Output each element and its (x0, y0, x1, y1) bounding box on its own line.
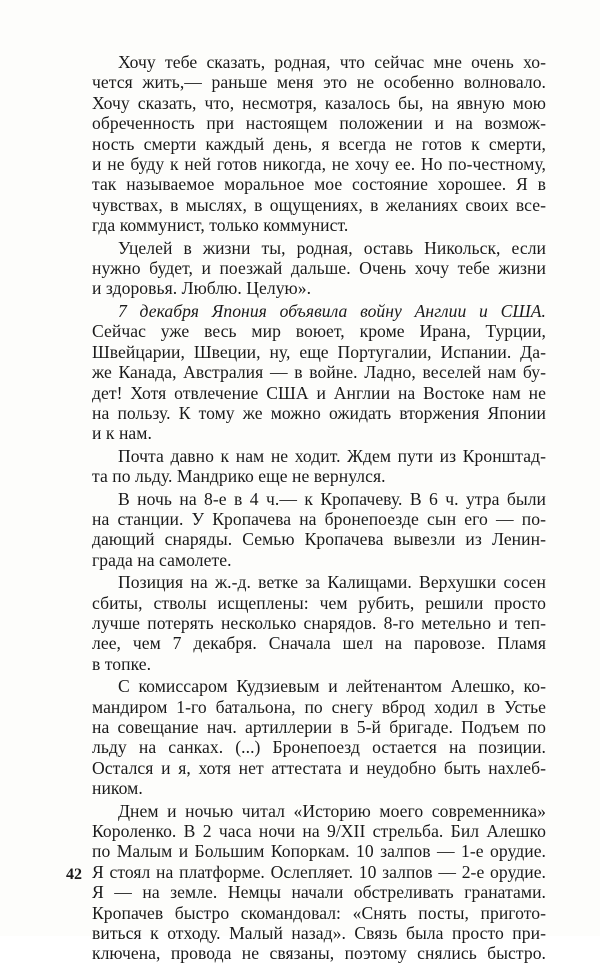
text-line: же Канада, Австралия — в войне. Ладно, веселей нам бу- (92, 362, 546, 383)
text-line: Я стоял на платформе. Ослепляет. 10 залпов — 2-е орудие. (92, 861, 546, 882)
text-line: Хочу сказать, что, несмотря, казалось бы, на явную мою (92, 92, 546, 113)
text-line: на станции. У Кропачева на бронепоезде сын его — по- (92, 508, 546, 529)
text-line: дет! Хотя отвлечение США и Англии на Востоке нам не (92, 382, 546, 403)
text-line: гда коммунист, только коммунист. (92, 215, 349, 236)
text-line: Позиция на ж.-д. ветке за Калищами. Верхушки сосен (118, 572, 546, 593)
paragraph-letter-1 (66, 52, 546, 236)
diary-date-heading: 7 декабря Япония объявила войну Англии и США. (118, 300, 546, 321)
text-line: Сейчас уже весь мир воюет, кроме Ирана, Турции, (92, 321, 546, 342)
text-line: Днем и ночью читал «Историю моего современника» (118, 800, 546, 821)
paragraph-letter-2 (66, 238, 546, 299)
text-line: та по льду. Мандрико еще не вернулся. (92, 466, 386, 487)
paragraph-commissar (66, 676, 546, 798)
text-line: ключена, провода не связаны, поэтому снялись быстро. (92, 943, 546, 964)
text-line: Кропачев быстро скомандовал: «Снять посты, пригото- (92, 902, 546, 923)
text-line: и к нам. (92, 423, 152, 444)
paragraph-night-8 (66, 489, 546, 571)
text-line: в топке. (92, 653, 152, 674)
text-line: чувствах, в мыслях, в ощущениях, в желаниях своих все- (92, 194, 546, 215)
text-line: и здоровья. Люблю. Целую». (92, 278, 312, 299)
text-line: лее, чем 7 декабря. Сначала шел на паровозе. Пламя (92, 633, 546, 654)
text-line: виться к отходу. Малый назад». Связь была просто при- (92, 923, 546, 944)
text-line: и не буду к ней готов никогда, не хочу ее. Но по-честному, (92, 154, 546, 175)
paragraph-reading (66, 801, 546, 964)
body-text (66, 52, 546, 966)
text-line: Короленко. В 2 часа ночи на 9/XII стрельба. Бил Алешко (92, 821, 546, 842)
text-line: нужно будет, и поезжай дальше. Очень хочу тебе жизни (92, 258, 546, 279)
text-line: обреченность при настоящем положении и на возмож- (92, 113, 546, 134)
text-line: чется жить,— раньше меня это не особенно волновало. (92, 72, 546, 93)
text-line: Остался и я, хотя нет аттестата и неудобно быть нахлеб- (92, 757, 546, 778)
text-line: Хочу тебе сказать, родная, что сейчас мне очень хо- (118, 52, 546, 72)
text-line: льду на санках. (...) Бронепоезд остается на позиции. (92, 737, 546, 758)
text-line: по Малым и Большим Копоркам. 10 залпов — 1-е орудие. (92, 841, 546, 862)
text-line: лучше потерять несколько снарядов. 8-го метельно и теп- (92, 612, 546, 633)
text-line: на совещание нач. артиллерии в 5-й бригаде. Подъем по (92, 717, 546, 737)
text-line: на пользу. К тому же можно ожидать вторжения Японии (92, 402, 546, 423)
text-line: ником. (92, 778, 143, 799)
text-line: Швейцарии, Швеции, ну, еще Португалии, Испании. Да- (92, 341, 546, 362)
text-line: Я — на земле. Немцы начали обстреливать гранатами. (92, 882, 546, 903)
paragraph-position (66, 572, 546, 674)
text-line: дающий снаряды. Семью Кропачева вывезли из Ленин- (92, 529, 546, 550)
paragraph-mail (66, 446, 546, 487)
text-line: Уцелей в жизни ты, родная, оставь Никольск, если (118, 237, 546, 258)
text-line: ность смерти каждый день, я всегда не готов к смерти, (92, 133, 546, 154)
paragraph-dec-7 (66, 301, 546, 444)
text-line: сбиты, стволы исщеплены: чем рубить, решили просто (92, 592, 546, 613)
text-line: мандиром 1-го батальона, по снегу вброд ходил в Устье (92, 696, 546, 717)
text-line: Почта давно к нам не ходит. Ждем пути из Кронштад- (118, 445, 546, 466)
page-number: 42 (66, 866, 82, 883)
text-line: В ночь на 8-е в 4 ч.— к Кропачеву. В 6 ч. утра были (118, 488, 546, 509)
text-line: града на самолете. (92, 549, 232, 570)
text-line: С комиссаром Кудзиевым и лейтенантом Алешко, ко- (118, 676, 546, 697)
text-line: так называемое моральное мое состояние хорошее. Я в (92, 174, 546, 195)
